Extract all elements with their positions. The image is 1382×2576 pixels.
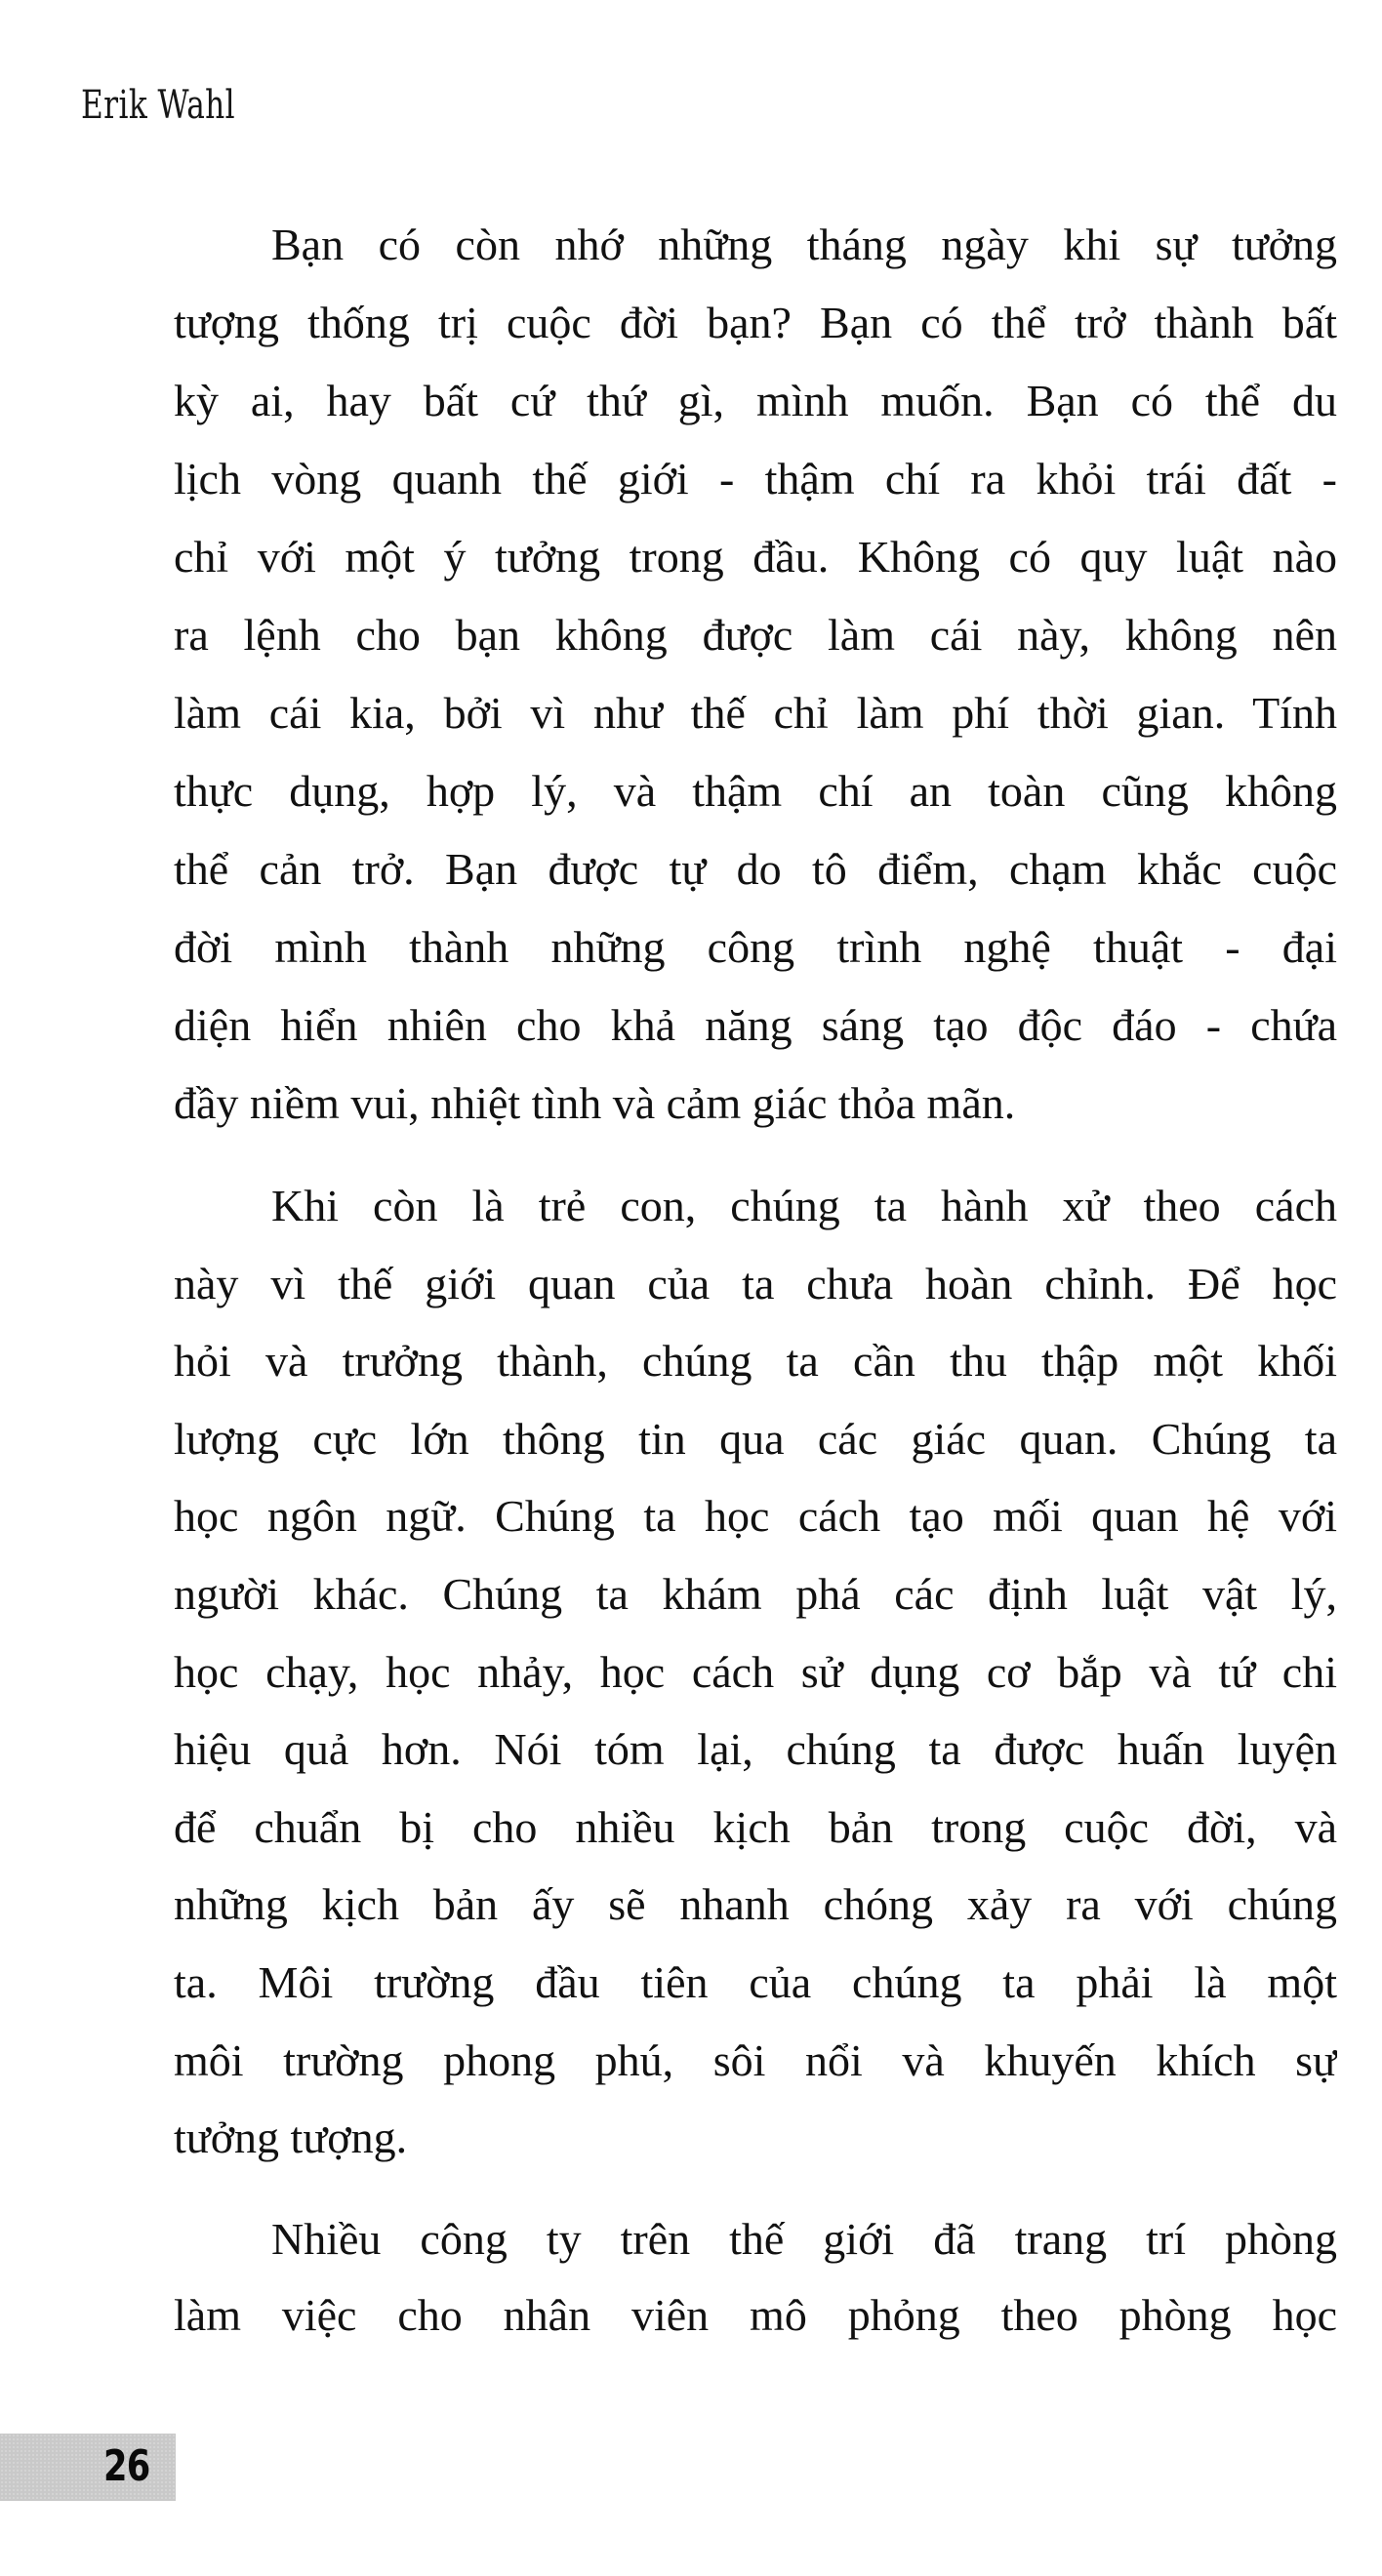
text-line: thực dụng, hợp lý, và thậm chí an toàn cũng không [174,766,1337,816]
text-line: làm cái kia, bởi vì như thế chỉ làm phí thời gian. Tính [174,688,1337,738]
text-line: kỳ ai, hay bất cứ thứ gì, mình muốn. Bạn có thể du [174,376,1337,425]
text-line: lượng cực lớn thông tin qua các giác quan. Chúng ta [174,1413,1337,1464]
text-line: đời mình thành những công trình nghệ thuật - đại [174,922,1337,972]
paragraph-2 [174,1167,1337,2177]
text-line: thể cản trở. Bạn được tự do tô điểm, chạm khắc cuộc [174,844,1337,894]
text-line: tượng thống trị cuộc đời bạn? Bạn có thể trở thành bất [174,298,1337,347]
text-line: lịch vòng quanh thế giới - thậm chí ra khỏi trái đất - [174,454,1337,503]
text-line: Nhiều công ty trên thế giới đã trang trí phòng [271,2214,1337,2264]
text-line: đầy niềm vui, nhiệt tình và cảm giác thỏa mãn. [174,1078,1016,1128]
text-line: người khác. Chúng ta khám phá các định luật vật lý, [174,1568,1337,1619]
text-line: hiệu quả hơn. Nói tóm lại, chúng ta được huấn luyện [174,1724,1337,1775]
text-line: môi trường phong phú, sôi nổi và khuyến khích sự [174,2034,1337,2085]
text-line: ra lệnh cho bạn không được làm cái này, không nên [174,610,1337,660]
page-number: 26 [103,2441,150,2491]
paragraph-3 [174,2201,1337,2354]
running-head-author: Erik Wahl [81,83,236,128]
text-line: những kịch bản ấy sẽ nhanh chóng xảy ra với chúng [174,1879,1337,1930]
text-line: Khi còn là trẻ con, chúng ta hành xử theo cách [271,1181,1337,1230]
text-line: Bạn có còn nhớ những tháng ngày khi sự tưởng [271,220,1337,269]
text-line: ta. Môi trường đầu tiên của chúng ta phải là một [174,1956,1337,2007]
text-line: hỏi và trưởng thành, chúng ta cần thu thập một khối [174,1336,1337,1387]
text-line: học ngôn ngữ. Chúng ta học cách tạo mối quan hệ với [174,1491,1337,1542]
text-line: học chạy, học nhảy, học cách sử dụng cơ bắp và tứ chi [174,1646,1337,1697]
text-line: diện hiển nhiên cho khả năng sáng tạo độc đáo - chứa [174,1000,1337,1050]
text-line: chỉ với một ý tưởng trong đầu. Không có quy luật nào [174,532,1337,582]
text-line: này vì thế giới quan của ta chưa hoàn chỉnh. Để học [174,1258,1337,1308]
text-line: làm việc cho nhân viên mô phỏng theo phòng học [174,2290,1337,2340]
text-line: để chuẩn bị cho nhiều kịch bản trong cuộc đời, và [174,1801,1337,1852]
paragraph-1 [174,206,1337,1143]
text-line: tưởng tượng. [174,2113,408,2163]
